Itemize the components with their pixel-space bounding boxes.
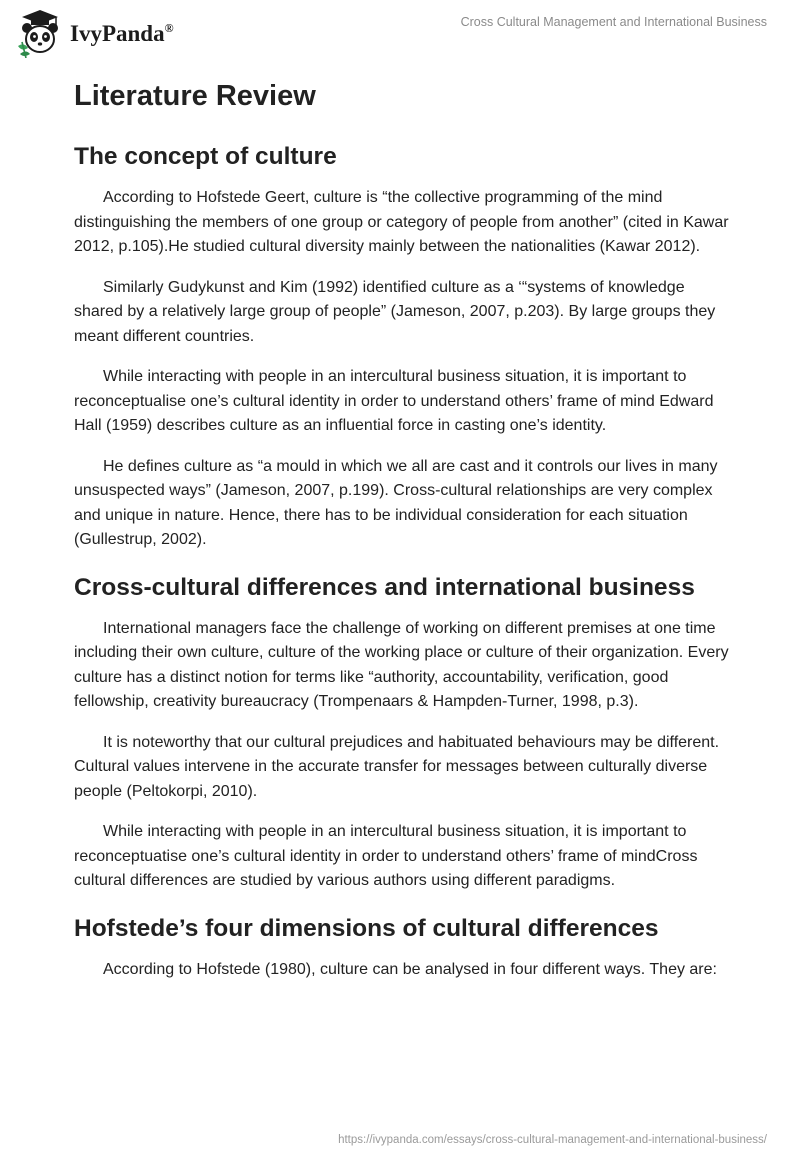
- paragraph: International managers face the challenge of working on different premises at one time including their own culture, culture of the working place or culture of their organization. Every culture has a distinct notion for terms like “authority, accountability, verification, good fellowship, creativity bureaucracy (Trompenaars & Hampden-Turner, 1998, p.3).: [74, 619, 729, 710]
- paragraph: Similarly Gudykunst and Kim (1992) identified culture as a ‘“systems of knowledge shared by a relatively large group of people” (Jameson, 2007, p.203). By large groups they meant different countries.: [74, 278, 716, 345]
- page-header: [0, 0, 800, 70]
- paragraph: While interacting with people in an intercultural business situation, it is important to reconceptualise one’s cultural identity in order to understand others’ frame of mind Edward Hall (1959) describes culture as an influential force in casting one’s identity.: [74, 368, 714, 434]
- panda-graduate-icon: [14, 8, 66, 58]
- paragraph: It is noteworthy that our cultural prejudices and habituated behaviours may be different. Cultural values intervene in the accurate transfer for messages between culturally diverse people (Peltokorpi, 2010).: [74, 733, 720, 800]
- article-body: [74, 70, 734, 982]
- source-url[interactable]: https://ivypanda.com/essays/cross-cultural-management-and-international-business/: [338, 1134, 767, 1146]
- document-title: Cross Cultural Management and International Business: [460, 15, 767, 29]
- section-heading-hofstede-dimensions: Hofstede’s four dimensions of cultural differences: [74, 914, 659, 942]
- ivypanda-logo[interactable]: [14, 8, 174, 58]
- paragraph: He defines culture as “a mould in which we all are cast and it controls our lives in many unsuspected ways” (Jameson, 2007, p.199). Cross-cultural relationships are very complex and unique in nature. Hence, there has to be individual consideration for each situation (Gullestrup, 2002).: [74, 457, 718, 548]
- paragraph: According to Hofstede (1980), culture can be analysed in four different ways. They are:: [103, 960, 717, 978]
- paragraph: While interacting with people in an intercultural business situation, it is important to reconceptuatise one’s cultural identity in order to understand others’ frame of mindCross cultural differences are studied by various authors using different paradigms.: [74, 823, 698, 889]
- section-heading-cross-cultural-differences: Cross-cultural differences and international business: [74, 573, 695, 601]
- paragraph: According to Hofstede Geert, culture is “the collective programming of the mind distinguishing the members of one group or category of people from another” (cited in Kawar 2012, p.105).He studied cultural diversity mainly between the nationalities (Kawar 2012).: [74, 189, 729, 255]
- page-title: Literature Review: [74, 80, 316, 112]
- logo-text: IvyPanda®: [70, 21, 174, 46]
- section-heading-concept-of-culture: The concept of culture: [74, 143, 337, 170]
